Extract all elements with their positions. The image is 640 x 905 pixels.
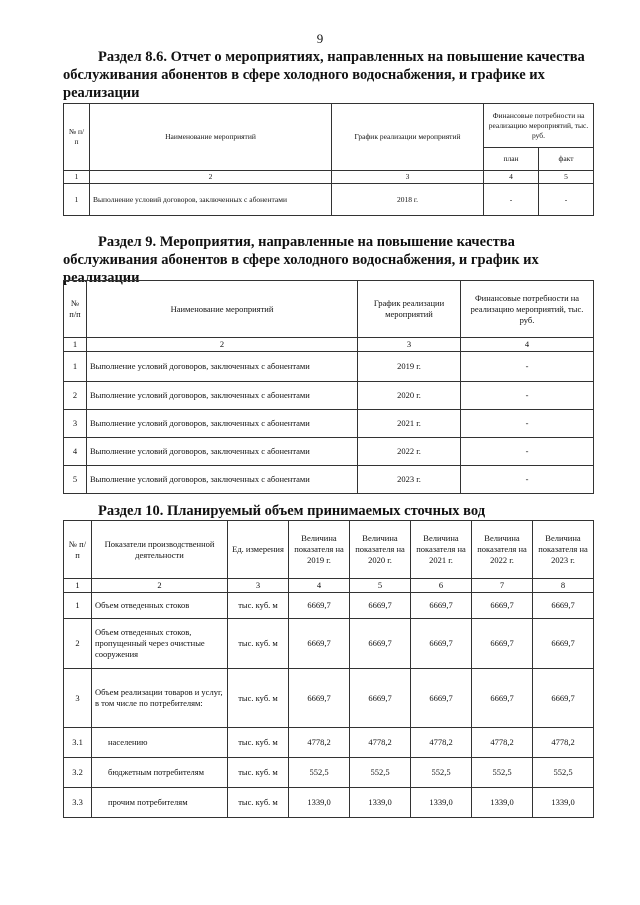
cell-schedule: 2019 г. <box>358 352 461 382</box>
cell-finance: - <box>461 382 594 410</box>
cell-name: Выполнение условий договоров, заключенных с абонентами <box>87 410 358 438</box>
cell-indicator: Объем отведенных стоков, пропущенный через очистные сооружения <box>92 619 228 669</box>
cell-num: 3.1 <box>64 728 92 758</box>
cell-value: 6669,7 <box>472 669 533 728</box>
header-schedule: График реализации мероприятий <box>358 281 461 338</box>
cell-num: 4 <box>64 438 87 466</box>
cell-num: 3.2 <box>64 758 92 788</box>
table-row <box>64 669 594 728</box>
header-2022: Величина показателя на 2022 г. <box>472 521 533 579</box>
column-number-row <box>64 338 594 352</box>
header-name: Наименование мероприятий <box>87 281 358 338</box>
header-plan: план <box>484 148 539 171</box>
col-number: 2 <box>87 338 358 352</box>
section-8-6-title: Раздел 8.6. Отчет о мероприятиях, направленных на повышение качества обслуживания абонентов в сфере холодного водоснабжения, и графике их реализации <box>63 49 585 101</box>
cell-schedule: 2020 г. <box>358 382 461 410</box>
cell-value: 4778,2 <box>350 728 411 758</box>
col-number: 2 <box>90 171 332 184</box>
cell-num: 1 <box>64 184 90 216</box>
table-section-9 <box>63 280 594 494</box>
cell-num: 3 <box>64 669 92 728</box>
cell-num: 5 <box>64 466 87 494</box>
cell-num: 2 <box>64 619 92 669</box>
col-number: 3 <box>332 171 484 184</box>
header-indicator: Показатели производственной деятельности <box>92 521 228 579</box>
cell-num: 1 <box>64 352 87 382</box>
table-row <box>64 788 594 818</box>
cell-value: 4778,2 <box>533 728 594 758</box>
header-num: № п/п <box>64 281 87 338</box>
cell-value: 6669,7 <box>533 619 594 669</box>
cell-unit: тыс. куб. м <box>228 619 289 669</box>
header-schedule: График реализации мероприятий <box>332 104 484 171</box>
cell-finance: - <box>461 352 594 382</box>
cell-fact: - <box>539 184 594 216</box>
table-section-10 <box>63 520 594 818</box>
cell-schedule: 2022 г. <box>358 438 461 466</box>
table-row <box>64 184 594 216</box>
cell-name: Выполнение условий договоров, заключенных с абонентами <box>87 466 358 494</box>
header-finance: Финансовые потребности на реализацию мероприятий, тыс. руб. <box>484 104 594 148</box>
header-2021: Величина показателя на 2021 г. <box>411 521 472 579</box>
cell-value: 6669,7 <box>411 619 472 669</box>
cell-finance: - <box>461 466 594 494</box>
col-number: 1 <box>64 338 87 352</box>
header-2023: Величина показателя на 2023 г. <box>533 521 594 579</box>
cell-num: 2 <box>64 382 87 410</box>
cell-value: 6669,7 <box>411 669 472 728</box>
table-row <box>64 466 594 494</box>
cell-num: 1 <box>64 593 92 619</box>
header-num: № п/п <box>64 521 92 579</box>
cell-value: 552,5 <box>350 758 411 788</box>
cell-schedule: 2018 г. <box>332 184 484 216</box>
cell-value: 4778,2 <box>289 728 350 758</box>
table-row <box>64 352 594 382</box>
col-number: 3 <box>228 579 289 593</box>
table-header-row <box>64 521 594 579</box>
cell-value: 6669,7 <box>350 593 411 619</box>
cell-finance: - <box>461 410 594 438</box>
page-number: 9 <box>316 31 324 46</box>
cell-unit: тыс. куб. м <box>228 728 289 758</box>
header-2020: Величина показателя на 2020 г. <box>350 521 411 579</box>
table-row <box>64 619 594 669</box>
cell-indicator: Объем отведенных стоков <box>92 593 228 619</box>
cell-name: Выполнение условий договоров, заключенных с абонентами <box>90 184 332 216</box>
cell-plan: - <box>484 184 539 216</box>
col-number: 5 <box>350 579 411 593</box>
table-row <box>64 410 594 438</box>
cell-name: Выполнение условий договоров, заключенных с абонентами <box>87 382 358 410</box>
col-number: 7 <box>472 579 533 593</box>
header-num: № п/п <box>64 104 90 171</box>
cell-value: 1339,0 <box>411 788 472 818</box>
table-row <box>64 382 594 410</box>
cell-value: 1339,0 <box>472 788 533 818</box>
table-row <box>64 758 594 788</box>
cell-num: 3.3 <box>64 788 92 818</box>
table-row <box>64 728 594 758</box>
table-section-8-6 <box>63 103 594 216</box>
cell-value: 6669,7 <box>472 619 533 669</box>
col-number: 4 <box>461 338 594 352</box>
cell-indicator: бюджетным потребителям <box>92 758 228 788</box>
col-number: 8 <box>533 579 594 593</box>
cell-value: 4778,2 <box>472 728 533 758</box>
cell-unit: тыс. куб. м <box>228 669 289 728</box>
cell-unit: тыс. куб. м <box>228 593 289 619</box>
cell-unit: тыс. куб. м <box>228 788 289 818</box>
cell-value: 1339,0 <box>533 788 594 818</box>
cell-value: 1339,0 <box>289 788 350 818</box>
table-header-row <box>64 281 594 338</box>
header-finance: Финансовые потребности на реализацию мероприятий, тыс. руб. <box>461 281 594 338</box>
cell-name: Выполнение условий договоров, заключенных с абонентами <box>87 438 358 466</box>
col-number: 1 <box>64 579 92 593</box>
cell-indicator: прочим потребителям <box>92 788 228 818</box>
section-10-title: Раздел 10. Планируемый объем принимаемых сточных вод <box>98 503 486 519</box>
cell-indicator: населению <box>92 728 228 758</box>
column-number-row <box>64 171 594 184</box>
cell-value: 552,5 <box>533 758 594 788</box>
cell-value: 6669,7 <box>289 669 350 728</box>
cell-value: 1339,0 <box>350 788 411 818</box>
cell-indicator: Объем реализации товаров и услуг, в том числе по потребителям: <box>92 669 228 728</box>
table-header-row <box>64 104 594 148</box>
cell-num: 3 <box>64 410 87 438</box>
column-number-row <box>64 579 594 593</box>
header-unit: Ед. измерения <box>228 521 289 579</box>
cell-finance: - <box>461 438 594 466</box>
cell-name: Выполнение условий договоров, заключенных с абонентами <box>87 352 358 382</box>
col-number: 4 <box>289 579 350 593</box>
cell-value: 4778,2 <box>411 728 472 758</box>
cell-value: 6669,7 <box>472 593 533 619</box>
col-number: 1 <box>64 171 90 184</box>
header-fact: факт <box>539 148 594 171</box>
cell-value: 6669,7 <box>289 593 350 619</box>
cell-value: 6669,7 <box>533 669 594 728</box>
table-row <box>64 438 594 466</box>
cell-unit: тыс. куб. м <box>228 758 289 788</box>
cell-value: 6669,7 <box>289 619 350 669</box>
col-number: 5 <box>539 171 594 184</box>
col-number: 2 <box>92 579 228 593</box>
header-2019: Величина показателя на 2019 г. <box>289 521 350 579</box>
cell-value: 6669,7 <box>533 593 594 619</box>
section-9-title: Раздел 9. Мероприятия, направленные на повышение качества обслуживания абонентов в сфере холодного водоснабжения, и график их реализации <box>63 234 539 286</box>
cell-value: 6669,7 <box>350 669 411 728</box>
col-number: 4 <box>484 171 539 184</box>
cell-value: 552,5 <box>289 758 350 788</box>
header-name: Наименование мероприятий <box>90 104 332 171</box>
col-number: 6 <box>411 579 472 593</box>
cell-value: 552,5 <box>472 758 533 788</box>
cell-schedule: 2021 г. <box>358 410 461 438</box>
cell-value: 6669,7 <box>350 619 411 669</box>
cell-value: 6669,7 <box>411 593 472 619</box>
cell-value: 552,5 <box>411 758 472 788</box>
cell-schedule: 2023 г. <box>358 466 461 494</box>
col-number: 3 <box>358 338 461 352</box>
table-row <box>64 593 594 619</box>
